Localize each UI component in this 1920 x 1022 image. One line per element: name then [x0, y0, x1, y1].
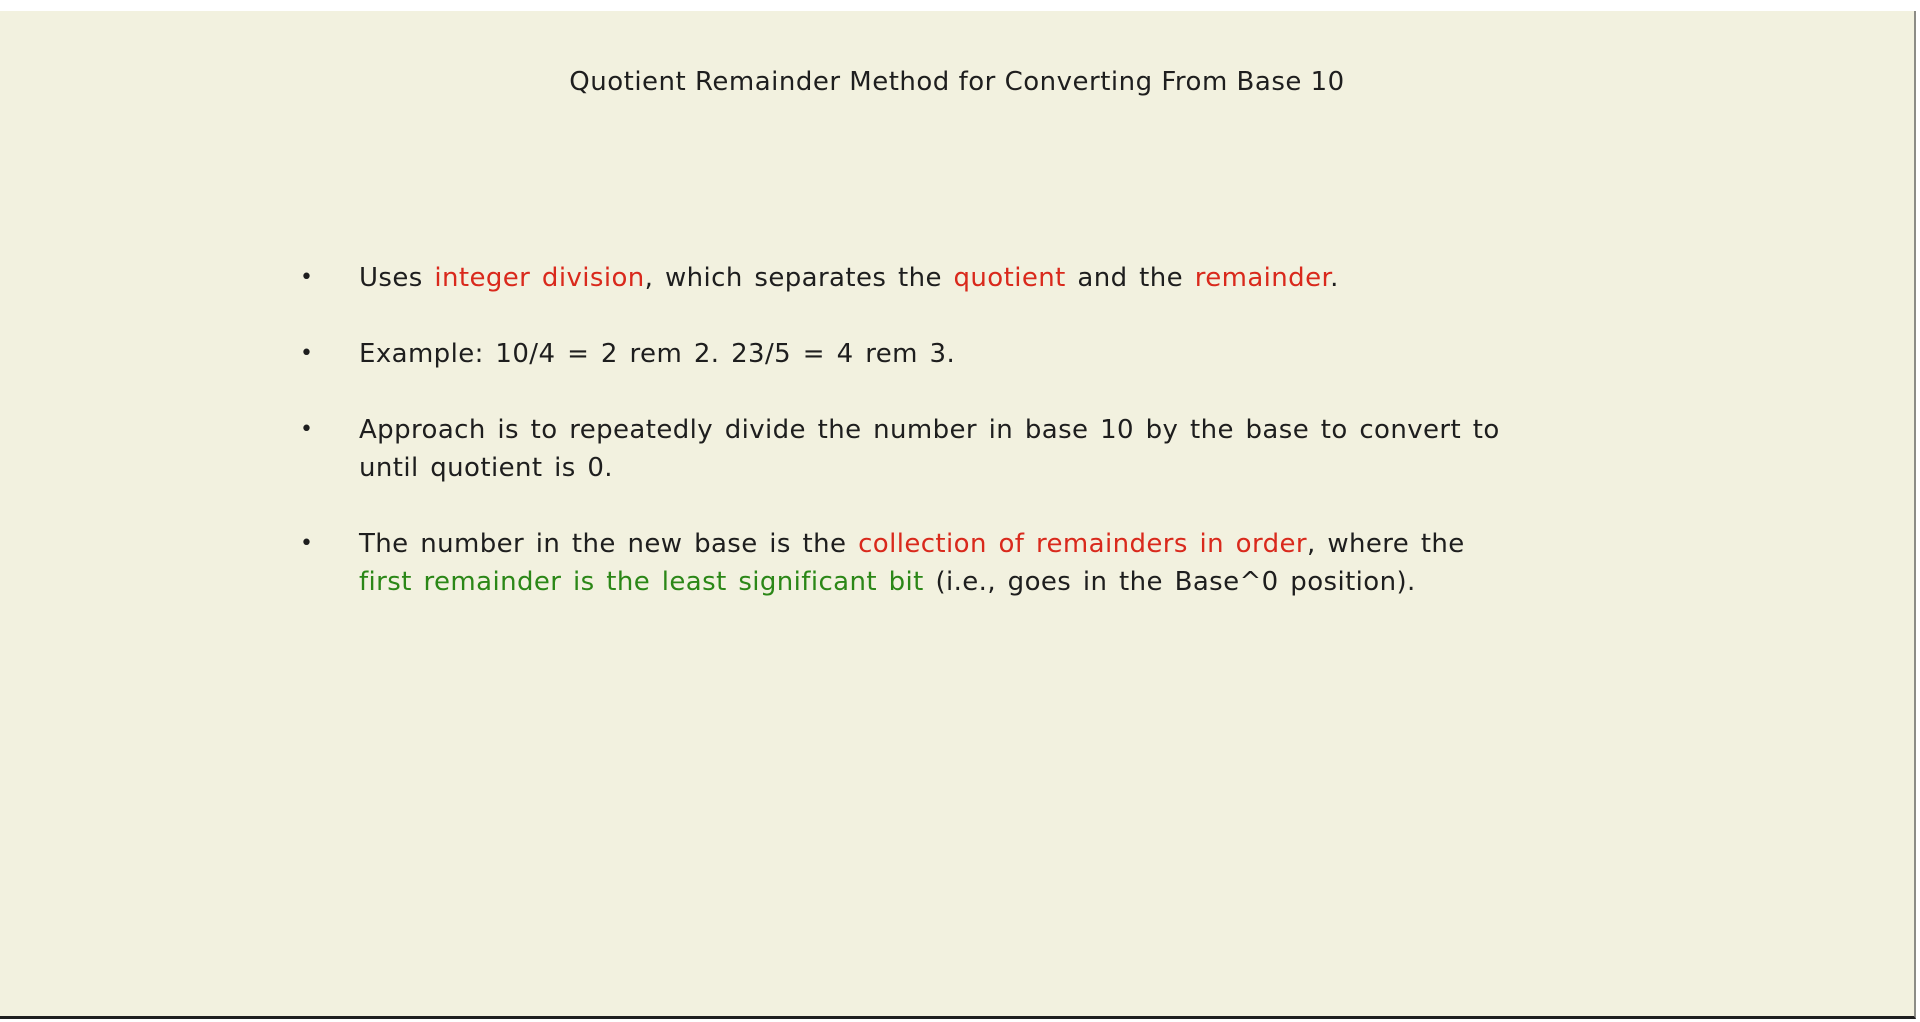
bullet-text: (i.e., goes in the Base^0 position). — [923, 567, 1416, 597]
bullet-dot-icon: • — [300, 417, 314, 442]
slide-title: Quotient Remainder Method for Converting From Base 10 — [569, 67, 1345, 97]
bullet-text: and the — [1065, 263, 1195, 293]
bullet-text: Uses — [359, 263, 435, 293]
highlight-least-significant-bit: first remainder is the least significant bit — [359, 567, 924, 597]
bullet-item-new-base — [300, 525, 1500, 601]
highlight-integer-division: integer division — [434, 263, 645, 293]
bullet-text: , which separates the — [644, 263, 954, 293]
slide — [0, 11, 1916, 1019]
bullet-item-approach — [300, 411, 1500, 487]
highlight-remainder: remainder — [1194, 263, 1331, 293]
bullet-text: Approach is to repeatedly divide the number in base 10 by the base to convert to until quotient is 0. — [359, 415, 1500, 483]
highlight-collection-of-remainders: collection of remainders in order — [858, 529, 1307, 559]
bullet-text: The number in the new base is the — [359, 529, 859, 559]
bullet-list — [300, 259, 1500, 639]
highlight-quotient: quotient — [953, 263, 1066, 293]
bullet-item-example — [300, 335, 1500, 373]
bullet-dot-icon: • — [300, 531, 314, 556]
bullet-dot-icon: • — [300, 341, 314, 366]
bullet-text: . — [1330, 263, 1339, 293]
bullet-dot-icon: • — [300, 265, 314, 290]
bullet-text: , where the — [1306, 529, 1465, 559]
bullet-item-integer-division — [300, 259, 1500, 297]
bullet-text: Example: 10/4 = 2 rem 2. 23/5 = 4 rem 3. — [359, 339, 956, 369]
